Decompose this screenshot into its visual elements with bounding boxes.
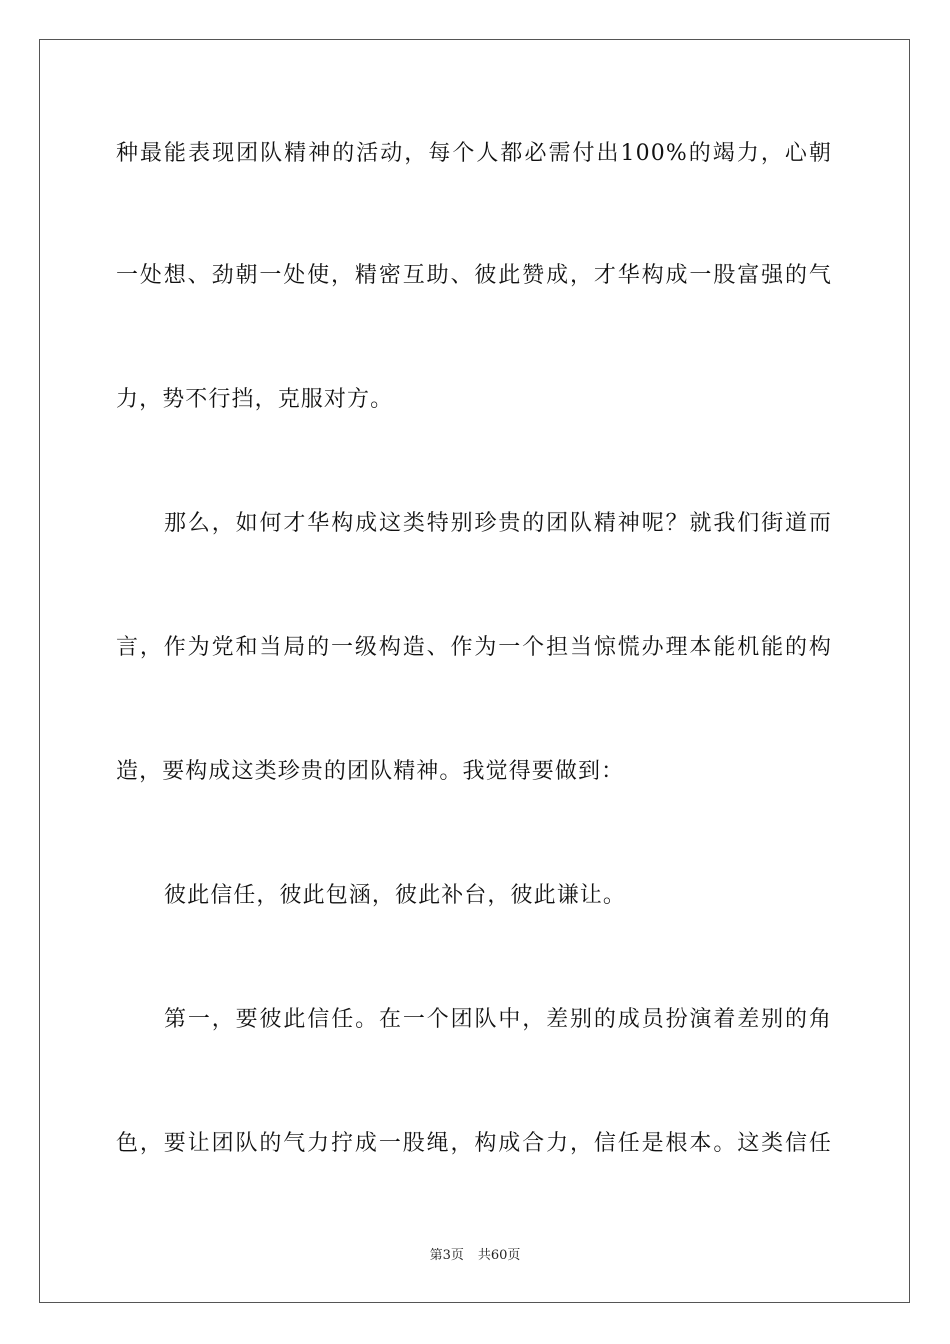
page-total: 共60页 — [477, 1248, 521, 1263]
text-line-1: 种最能表现团队精神的活动，每个人都必需付出100%的竭力，心朝 — [116, 141, 832, 166]
text-line-2: 一处想、劲朝一处使，精密互助、彼此赞成，才华构成一股富强的气 — [116, 263, 832, 288]
page-footer — [0, 1247, 950, 1265]
text-line-5: 言，作为党和当局的一级构造、作为一个担当惊慌办理本能机能的构 — [116, 635, 832, 660]
text-line-6: 造，要构成这类珍贵的团队精神。我觉得要做到： — [116, 759, 625, 784]
text-line-3: 力，势不行挡，克服对方。 — [116, 387, 394, 412]
text-line-4: 那么，如何才华构成这类特别珍贵的团队精神呢？就我们街道而 — [164, 511, 832, 536]
text-line-9: 色，要让团队的气力拧成一股绳，构成合力，信任是根本。这类信任 — [116, 1131, 832, 1156]
page-number: 第3页 — [429, 1248, 464, 1263]
text-line-7: 彼此信任，彼此包涵，彼此补台，彼此谦让。 — [164, 883, 627, 908]
page-border — [39, 39, 910, 1303]
text-line-8: 第一，要彼此信任。在一个团队中，差别的成员扮演着差别的角 — [164, 1007, 832, 1032]
